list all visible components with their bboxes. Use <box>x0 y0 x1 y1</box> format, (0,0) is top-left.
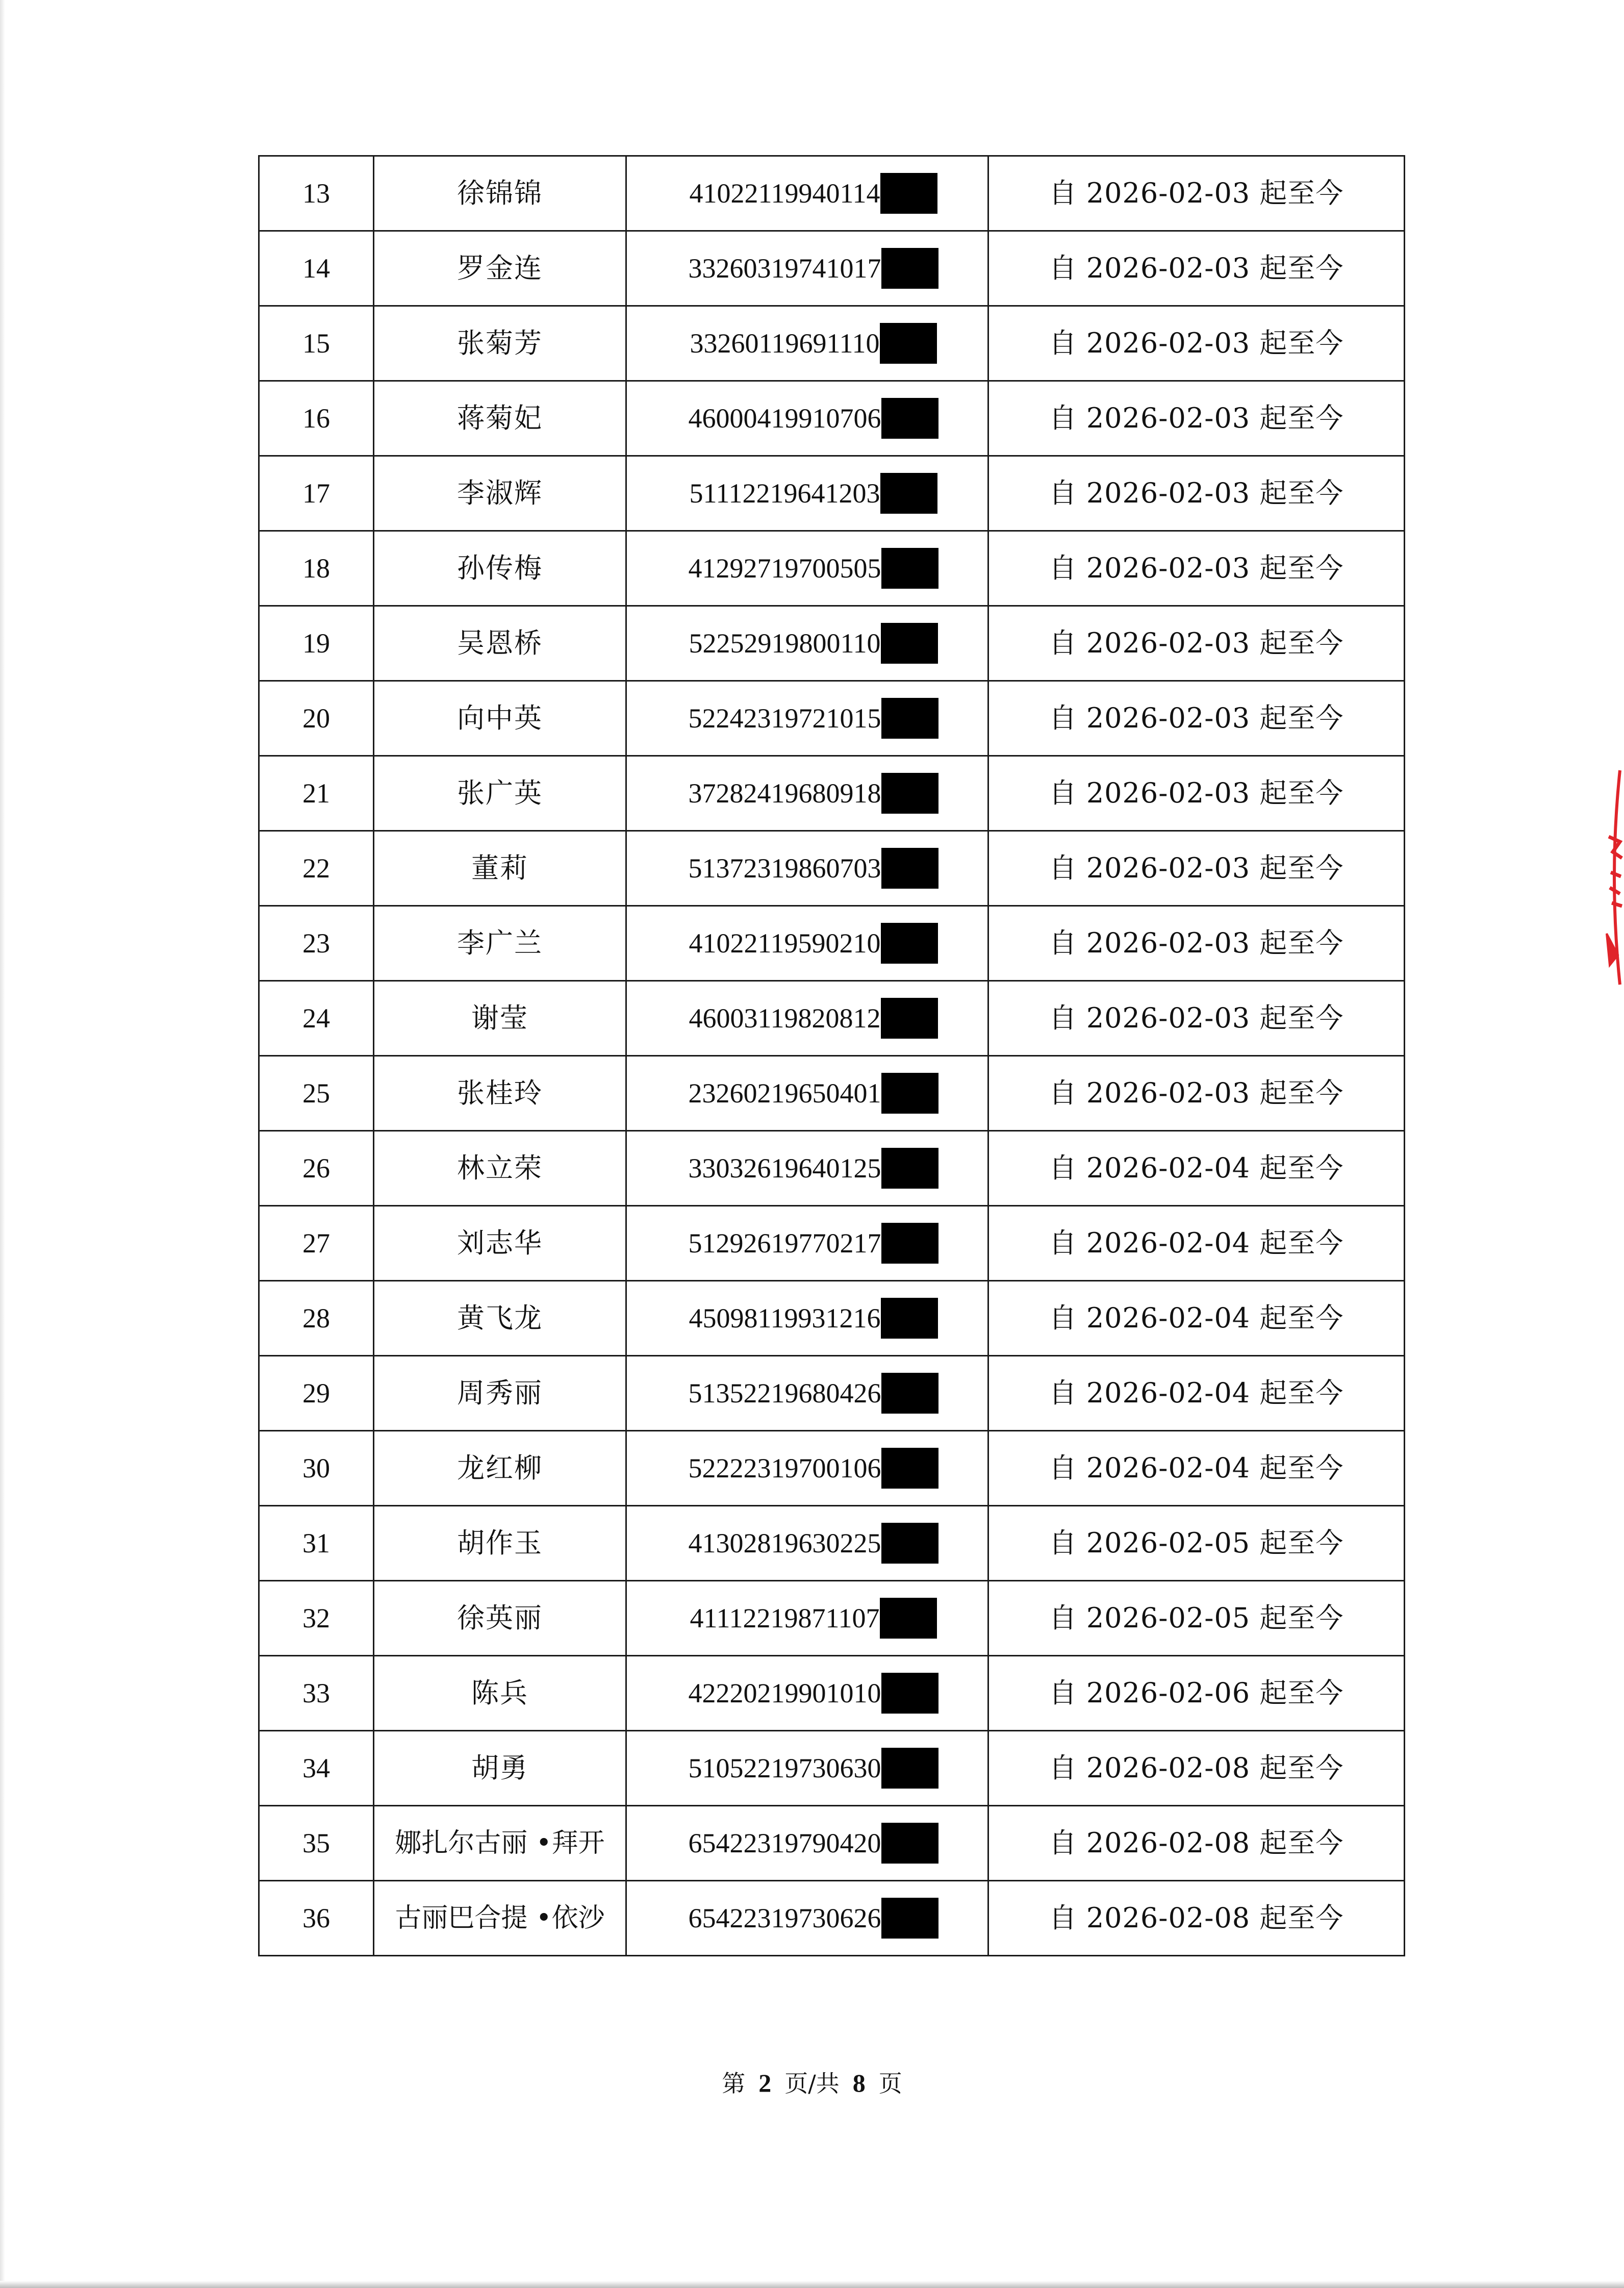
id-number-cell <box>626 156 988 231</box>
redaction-block <box>881 698 938 739</box>
id-number-visible: 52252919800110 <box>689 628 881 659</box>
row-number: 29 <box>259 1356 374 1431</box>
row-number: 26 <box>259 1131 374 1206</box>
row-number: 23 <box>259 906 374 981</box>
id-number-visible: 33260119691110 <box>690 328 880 359</box>
id-number-cell <box>626 306 988 381</box>
start-date: 自 2026-02-03 起至今 <box>988 1056 1405 1131</box>
start-date: 自 2026-02-03 起至今 <box>988 831 1405 906</box>
start-date: 自 2026-02-08 起至今 <box>988 1881 1405 1956</box>
id-number-cell <box>626 231 988 306</box>
id-number-visible: 52222319700106 <box>688 1453 881 1484</box>
person-name: 向中英 <box>374 681 626 756</box>
start-date: 自 2026-02-04 起至今 <box>988 1431 1405 1506</box>
id-number-visible: 41112219871107 <box>690 1603 880 1633</box>
person-name: 徐锦锦 <box>374 156 626 231</box>
redaction-block <box>881 548 938 589</box>
id-number-group <box>689 1373 938 1414</box>
redaction-block <box>881 623 938 664</box>
redaction-block <box>881 1823 938 1864</box>
id-number-cell <box>626 831 988 906</box>
id-number-visible: 23260219650401 <box>688 1078 881 1109</box>
start-date: 自 2026-02-04 起至今 <box>988 1131 1405 1206</box>
row-number: 19 <box>259 606 374 681</box>
redaction-block <box>881 998 938 1039</box>
table-row <box>259 1656 1405 1731</box>
row-number: 24 <box>259 981 374 1056</box>
redaction-block <box>881 848 938 889</box>
id-number-cell <box>626 606 988 681</box>
id-number-cell <box>626 1506 988 1581</box>
id-number-visible: 52242319721015 <box>688 703 881 734</box>
person-name: 刘志华 <box>374 1206 626 1281</box>
id-number-cell <box>626 1056 988 1131</box>
person-name: 娜扎尔古丽 •拜开 <box>374 1806 626 1881</box>
footer-suffix: 页 <box>878 2070 902 2097</box>
start-date: 自 2026-02-04 起至今 <box>988 1206 1405 1281</box>
id-number-visible: 37282419680918 <box>688 778 881 809</box>
start-date: 自 2026-02-03 起至今 <box>988 306 1405 381</box>
redaction-block <box>881 1448 938 1489</box>
person-name: 张桂玲 <box>374 1056 626 1131</box>
id-number-visible: 46000419910706 <box>688 403 881 434</box>
redaction-block <box>881 1223 938 1264</box>
id-number-visible: 41022119590210 <box>689 928 881 959</box>
id-number-group <box>689 398 938 439</box>
person-name: 黄飞龙 <box>374 1281 626 1356</box>
id-number-cell <box>626 1281 988 1356</box>
scan-edge-left <box>0 0 5 2288</box>
id-number-visible: 65422319730626 <box>688 1903 881 1933</box>
row-number: 33 <box>259 1656 374 1731</box>
person-name: 林立荣 <box>374 1131 626 1206</box>
table-row <box>259 681 1405 756</box>
id-number-group <box>689 698 938 739</box>
table-row <box>259 981 1405 1056</box>
table-row <box>259 1431 1405 1506</box>
id-number-group <box>689 1073 938 1114</box>
row-number: 31 <box>259 1506 374 1581</box>
footer-middle: 页/共 <box>784 2070 840 2097</box>
table-row <box>259 1131 1405 1206</box>
roster-table <box>258 155 1405 1956</box>
id-number-visible: 51352219680426 <box>688 1378 881 1409</box>
redaction-block <box>881 1673 938 1714</box>
id-number-cell <box>626 756 988 831</box>
footer-current-page: 2 <box>758 2069 772 2097</box>
redaction-block <box>880 1598 937 1639</box>
start-date: 自 2026-02-06 起至今 <box>988 1656 1405 1731</box>
id-number-visible: 46003119820812 <box>689 1003 881 1034</box>
person-name: 蒋菊妃 <box>374 381 626 456</box>
row-number: 35 <box>259 1806 374 1881</box>
table-row <box>259 381 1405 456</box>
person-name: 李广兰 <box>374 906 626 981</box>
id-number-cell <box>626 456 988 531</box>
start-date: 自 2026-02-08 起至今 <box>988 1806 1405 1881</box>
person-name: 古丽巴合提 •依沙 <box>374 1881 626 1956</box>
id-number-group <box>689 1823 938 1864</box>
id-number-group <box>689 548 938 589</box>
redaction-block <box>881 1148 938 1189</box>
person-name: 周秀丽 <box>374 1356 626 1431</box>
start-date: 自 2026-02-03 起至今 <box>988 906 1405 981</box>
person-name: 李淑辉 <box>374 456 626 531</box>
table-row <box>259 1581 1405 1656</box>
start-date: 自 2026-02-03 起至今 <box>988 456 1405 531</box>
row-number: 34 <box>259 1731 374 1806</box>
id-number-cell <box>626 1806 988 1881</box>
table-row <box>259 1206 1405 1281</box>
start-date: 自 2026-02-03 起至今 <box>988 681 1405 756</box>
id-number-group <box>689 623 938 664</box>
table-row <box>259 1806 1405 1881</box>
table-row <box>259 531 1405 606</box>
redaction-block <box>881 1523 938 1564</box>
id-number-group <box>689 923 938 964</box>
start-date: 自 2026-02-05 起至今 <box>988 1581 1405 1656</box>
start-date: 自 2026-02-03 起至今 <box>988 156 1405 231</box>
start-date: 自 2026-02-03 起至今 <box>988 531 1405 606</box>
id-number-visible: 33032619640125 <box>688 1153 881 1184</box>
scan-edge-bottom <box>0 2281 1624 2288</box>
id-number-cell <box>626 531 988 606</box>
id-number-visible: 33260319741017 <box>688 253 881 284</box>
id-number-visible: 41302819630225 <box>688 1528 881 1558</box>
person-name: 罗金连 <box>374 231 626 306</box>
person-name: 胡勇 <box>374 1731 626 1806</box>
row-number: 25 <box>259 1056 374 1131</box>
id-number-visible: 65422319790420 <box>688 1828 881 1858</box>
id-number-visible: 45098119931216 <box>689 1303 881 1334</box>
id-number-cell <box>626 906 988 981</box>
start-date: 自 2026-02-03 起至今 <box>988 756 1405 831</box>
id-number-group <box>690 1598 937 1639</box>
start-date: 自 2026-02-05 起至今 <box>988 1506 1405 1581</box>
redaction-block <box>881 923 938 964</box>
row-number: 22 <box>259 831 374 906</box>
table-row <box>259 1881 1405 1956</box>
id-number-group <box>689 248 938 289</box>
id-number-group <box>689 1898 938 1939</box>
row-number: 21 <box>259 756 374 831</box>
start-date: 自 2026-02-03 起至今 <box>988 381 1405 456</box>
row-number: 15 <box>259 306 374 381</box>
redaction-block <box>881 1298 938 1339</box>
id-number-group <box>690 323 937 364</box>
id-number-visible: 41022119940114 <box>689 178 880 209</box>
start-date: 自 2026-02-08 起至今 <box>988 1731 1405 1806</box>
table-row <box>259 906 1405 981</box>
id-number-cell <box>626 381 988 456</box>
id-number-group <box>689 773 938 814</box>
redaction-block <box>881 1748 938 1789</box>
id-number-cell <box>626 1356 988 1431</box>
seal-edge-graphic <box>1588 765 1624 990</box>
table-row <box>259 456 1405 531</box>
person-name: 孙传梅 <box>374 531 626 606</box>
id-number-cell <box>626 1881 988 1956</box>
redaction-block <box>880 323 937 364</box>
redaction-block <box>880 173 937 214</box>
id-number-group <box>689 1748 938 1789</box>
id-number-visible: 41292719700505 <box>688 553 881 584</box>
id-number-cell <box>626 1731 988 1806</box>
start-date: 自 2026-02-03 起至今 <box>988 981 1405 1056</box>
id-number-visible: 51292619770217 <box>688 1228 881 1259</box>
table-row <box>259 1281 1405 1356</box>
id-number-group <box>689 1523 938 1564</box>
redaction-block <box>881 1898 938 1939</box>
id-number-group <box>689 1673 938 1714</box>
id-number-group <box>689 848 938 889</box>
row-number: 14 <box>259 231 374 306</box>
id-number-group <box>690 173 937 214</box>
id-number-cell <box>626 1206 988 1281</box>
person-name: 龙红柳 <box>374 1431 626 1506</box>
table-row <box>259 231 1405 306</box>
redaction-block <box>881 773 938 814</box>
id-number-group <box>689 1148 938 1189</box>
start-date: 自 2026-02-04 起至今 <box>988 1356 1405 1431</box>
id-number-group <box>689 1448 938 1489</box>
start-date: 自 2026-02-03 起至今 <box>988 606 1405 681</box>
id-number-group <box>689 1298 938 1339</box>
roster-table-body <box>259 156 1405 1956</box>
person-name: 陈兵 <box>374 1656 626 1731</box>
table-row <box>259 1056 1405 1131</box>
person-name: 张广英 <box>374 756 626 831</box>
start-date: 自 2026-02-04 起至今 <box>988 1281 1405 1356</box>
person-name: 董莉 <box>374 831 626 906</box>
id-number-visible: 51112219641203 <box>689 478 880 509</box>
id-number-cell <box>626 981 988 1056</box>
table-row <box>259 1506 1405 1581</box>
red-seal-fragment <box>1588 765 1624 990</box>
row-number: 36 <box>259 1881 374 1956</box>
table-row <box>259 156 1405 231</box>
table-row <box>259 606 1405 681</box>
id-number-cell <box>626 1431 988 1506</box>
person-name: 胡作玉 <box>374 1506 626 1581</box>
row-number: 28 <box>259 1281 374 1356</box>
redaction-block <box>881 1073 938 1114</box>
id-number-cell <box>626 1656 988 1731</box>
table-row <box>259 756 1405 831</box>
id-number-cell <box>626 1581 988 1656</box>
row-number: 17 <box>259 456 374 531</box>
redaction-block <box>880 473 937 514</box>
page-footer <box>0 2065 1624 2099</box>
row-number: 30 <box>259 1431 374 1506</box>
id-number-visible: 42220219901010 <box>688 1678 881 1708</box>
row-number: 16 <box>259 381 374 456</box>
row-number: 32 <box>259 1581 374 1656</box>
id-number-visible: 51052219730630 <box>688 1753 881 1783</box>
table-row <box>259 1731 1405 1806</box>
person-name: 徐英丽 <box>374 1581 626 1656</box>
row-number: 20 <box>259 681 374 756</box>
redaction-block <box>881 398 938 439</box>
person-name: 谢莹 <box>374 981 626 1056</box>
id-number-cell <box>626 681 988 756</box>
redaction-block <box>881 248 938 289</box>
row-number: 13 <box>259 156 374 231</box>
start-date: 自 2026-02-03 起至今 <box>988 231 1405 306</box>
row-number: 27 <box>259 1206 374 1281</box>
id-number-group <box>689 998 938 1039</box>
footer-total-pages: 8 <box>852 2069 866 2097</box>
id-number-group <box>690 473 937 514</box>
person-name: 吴恩桥 <box>374 606 626 681</box>
id-number-visible: 51372319860703 <box>688 853 881 884</box>
table-row <box>259 831 1405 906</box>
id-number-group <box>689 1223 938 1264</box>
table-row <box>259 306 1405 381</box>
row-number: 18 <box>259 531 374 606</box>
person-name: 张菊芳 <box>374 306 626 381</box>
redaction-block <box>881 1373 938 1414</box>
table-row <box>259 1356 1405 1431</box>
footer-prefix: 第 <box>722 2070 746 2097</box>
id-number-cell <box>626 1131 988 1206</box>
